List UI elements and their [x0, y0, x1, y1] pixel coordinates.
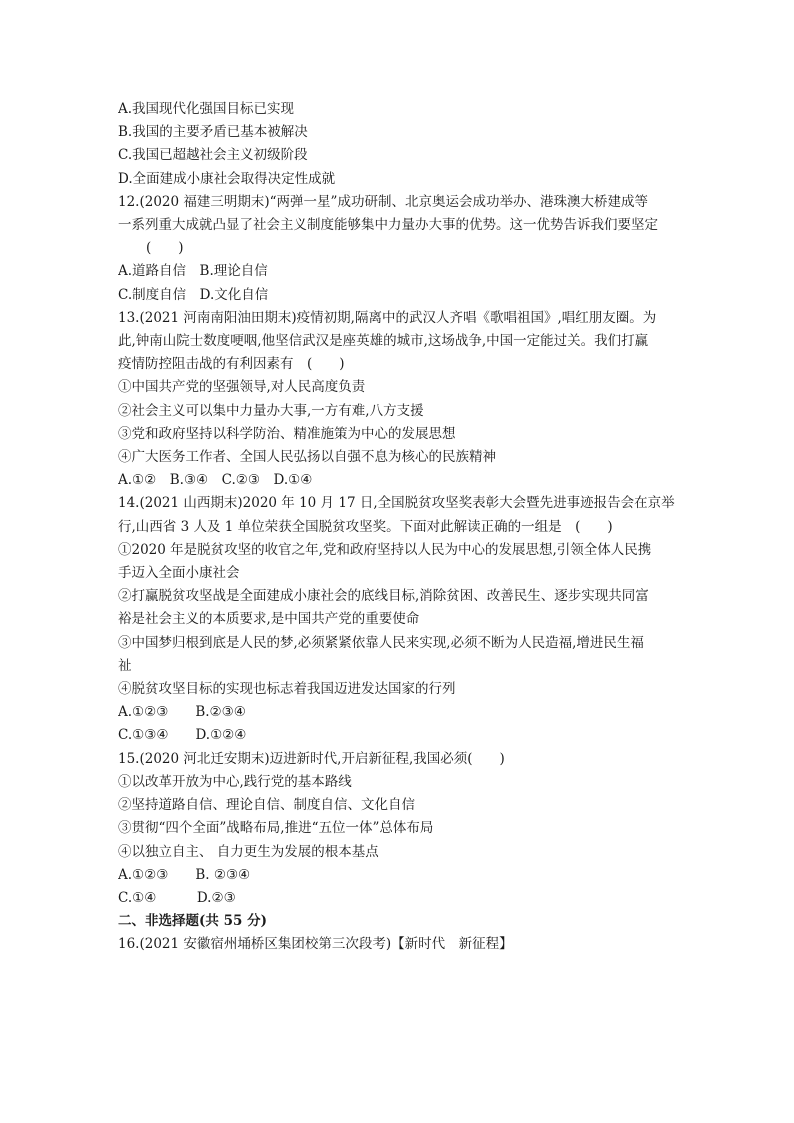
- text-line: 疫情防控阻击战的有利因素有 ( ): [118, 356, 345, 373]
- text-line: B.我国的主要矛盾已基本被解决: [118, 124, 308, 141]
- text-line: 14.(2021 山西期末)2020 年 10 月 17 日,全国脱贫攻坚奖表彰大会暨先进事迹报告会在京举: [118, 495, 675, 512]
- text-line: 12.(2020 福建三明期末)“两弹一星”成功研制、北京奥运会成功举办、港珠澳大桥建成等: [118, 193, 648, 210]
- question-content: [118, 98, 688, 957]
- text-line: 一系列重大成就凸显了社会主义制度能够集中力量办大事的优势。这一优势告诉我们要坚定: [118, 217, 658, 234]
- text-line: 此,钟南山院士数度哽咽,他坚信武汉是座英雄的城市,这场战争,中国一定能过关。我们打赢: [118, 333, 649, 350]
- text-line: 祉: [118, 657, 132, 674]
- text-line: ③党和政府坚持以科学防治、精准施策为中心的发展思想: [118, 425, 456, 442]
- text-line: ④脱贫攻坚目标的实现也标志着我国迈进发达国家的行列: [118, 681, 456, 698]
- text-line: C.①④ D.②③: [118, 889, 236, 906]
- text-line: ②坚持道路自信、理论自信、制度自信、文化自信: [118, 797, 415, 814]
- text-line: C.我国已超越社会主义初级阶段: [118, 147, 308, 164]
- section-heading: 二、非选择题(共 55 分): [118, 913, 267, 930]
- text-line: 裕是社会主义的本质要求,是中国共产党的重要使命: [118, 611, 420, 628]
- text-line: 16.(2021 安徽宿州埇桥区集团校第三次段考)【新时代 新征程】: [118, 936, 513, 953]
- text-line: ( ): [146, 240, 184, 257]
- text-line: A.我国现代化强国目标已实现: [118, 101, 295, 117]
- text-line: ③贯彻“四个全面”战略布局,推进“五位一体”总体布局: [118, 820, 434, 837]
- text-line: ④广大医务工作者、全国人民弘扬以自强不息为核心的民族精神: [118, 449, 496, 466]
- text-line: D.全面建成小康社会取得决定性成就: [118, 170, 336, 187]
- text-line: 行,山西省 3 人及 1 单位荣获全国脱贫攻坚奖。下面对此解读正确的一组是 ( ): [118, 518, 613, 535]
- text-line: ①2020 年是脱贫攻坚的收官之年,党和政府坚持以人民为中心的发展思想,引领全体人民携: [118, 541, 652, 558]
- text-line: A.①②③ B. ②③④: [118, 866, 251, 883]
- text-line: C.制度自信 D.文化自信: [118, 286, 269, 303]
- text-line: ②打赢脱贫攻坚战是全面建成小康社会的底线目标,消除贫困、改善民生、逐步实现共同富: [118, 588, 649, 605]
- text-line: 13.(2021 河南南阳油田期末)疫情初期,隔离中的武汉人齐唱《歌唱祖国》,唱红朋友圈。为: [118, 309, 657, 326]
- text-line: ③中国梦归根到底是人民的梦,必须紧紧依靠人民来实现,必须不断为人民造福,增进民生福: [118, 634, 644, 651]
- text-line: ④以独立自主、 自力更生为发展的根本基点: [118, 843, 379, 860]
- text-line: A.①② B.③④ C.②③ D.①④: [118, 472, 313, 489]
- text-line: ①以改革开放为中心,践行党的基本路线: [118, 773, 352, 790]
- text-line: C.①③④ D.①②④: [118, 727, 247, 744]
- text-line: A.①②③ B.②③④: [118, 704, 246, 721]
- text-line: ②社会主义可以集中力量办大事,一方有难,八方支援: [118, 402, 424, 419]
- text-line: A.道路自信 B.理论自信: [118, 263, 268, 280]
- text-line: ①中国共产党的坚强领导,对人民高度负责: [118, 379, 366, 396]
- text-line: 15.(2020 河北迁安期末)迈进新时代,开启新征程,我国必须( ): [118, 750, 505, 767]
- text-line: 手迈入全面小康社会: [118, 565, 240, 582]
